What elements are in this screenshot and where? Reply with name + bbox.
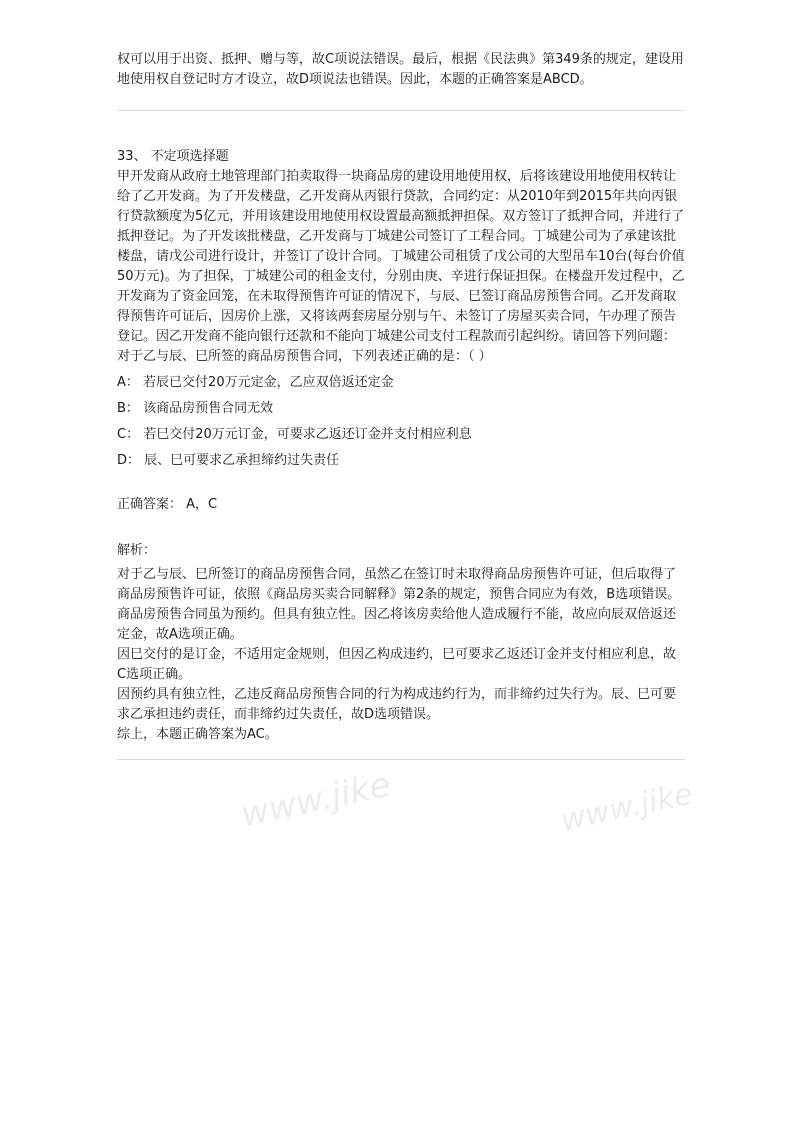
- analysis-body: [117, 565, 685, 745]
- analysis-paragraph: 因巳交付的是订金，不适用定金规则，但因乙构成违约，巳可要求乙返还订金并支付相应利息，故C选项正确。: [117, 647, 677, 682]
- option-a: [117, 373, 685, 393]
- option-label: B：: [117, 401, 139, 416]
- question-stem: 甲开发商从政府土地管理部门拍卖取得一块商品房的建设用地使用权，后将该建设用地使用权转让给了乙开发商。为了开发楼盘，乙开发商从丙银行贷款，合同约定：从2010年到2015年共向丙银行贷款额度为5亿元，并用该建设用地使用权设置最高额抵押担保。双方签订了抵押合同，并进行了抵押登记。为了开发该批楼盘，乙开发商与丁城建公司签订了工程合同。丁城建公司为了承建该批楼盘，请戊公司进行设计，并签订了设计合同。丁城建公司租赁了戊公司的大型吊车10台(每台价值50万元)。为了担保，丁城建公司的租金支付，分别由庚、辛进行保证担保。在楼盘开发过程中，乙开发商为了资金回笼，在未取得预售许可证的情况下，与辰、巳签订商品房预售合同。乙开发商取得预售许可证后，因房价上涨，又将该两套房屋分别与午、未签订了房屋买卖合同，午办理了预告登记。因乙开发商不能向银行还款和不能向丁城建公司支付工程款而引起纠纷。请回答下列问题：: [117, 169, 685, 344]
- option-text: 若辰已交付20万元定金，乙应双倍返还定金: [143, 375, 394, 390]
- option-text: 该商品房预售合同无效: [143, 401, 274, 416]
- answer-value: A，C: [186, 497, 218, 512]
- watermark-right: www.jike: [557, 776, 696, 839]
- divider-bottom: [117, 759, 685, 760]
- options-list: [117, 367, 685, 471]
- analysis-paragraph: 因预约具有独立性，乙违反商品房预售合同的行为构成违约行为，而非缔约过失行为。辰、巳可要求乙承担违约责任，而非缔约过失责任，故D选项错误。: [117, 687, 677, 722]
- option-label: A：: [117, 375, 139, 390]
- option-c: [117, 425, 685, 445]
- previous-explanation: 权可以用于出资、抵押、赠与等，故C项说法错误。最后，根据《民法典》第349条的规定，建设用地使用权自登记时方才设立，故D项说法也错误。因此，本题的正确答案是ABCD。: [117, 52, 684, 87]
- question-title: 33、 不定项选择题: [117, 149, 229, 164]
- analysis-paragraph: 综上，本题正确答案为AC。: [117, 727, 278, 742]
- watermark-left: www.jike: [237, 764, 395, 836]
- option-label: C：: [117, 427, 140, 442]
- correct-answer: [117, 495, 685, 515]
- analysis-paragraph: 商品房预售合同虽为预约。但具有独立性。因乙将该房卖给他人造成履行不能，故应向辰双倍返还定金，故A选项正确。: [117, 607, 677, 642]
- answer-label: 正确答案：: [117, 497, 183, 512]
- analysis-paragraph: 对于乙与辰、巳所签订的商品房预售合同，虽然乙在签订时未取得商品房预售许可证，但后取得了商品房预售许可证，依照《商品房买卖合同解释》第2条的规定，预售合同应为有效，B选项错误。: [117, 567, 681, 602]
- analysis-heading: 解析：: [117, 543, 157, 558]
- option-d: [117, 451, 685, 471]
- document-page: [117, 50, 685, 760]
- option-label: D：: [117, 453, 141, 468]
- option-text: 若巳交付20万元订金，可要求乙返还订金并支付相应利息: [143, 427, 472, 442]
- option-text: 辰、巳可要求乙承担缔约过失责任: [144, 453, 340, 468]
- option-b: [117, 399, 685, 419]
- divider: [117, 110, 685, 111]
- question-prompt: 对于乙与辰、巳所签的商品房预售合同，下列表述正确的是：（ ）: [117, 349, 492, 364]
